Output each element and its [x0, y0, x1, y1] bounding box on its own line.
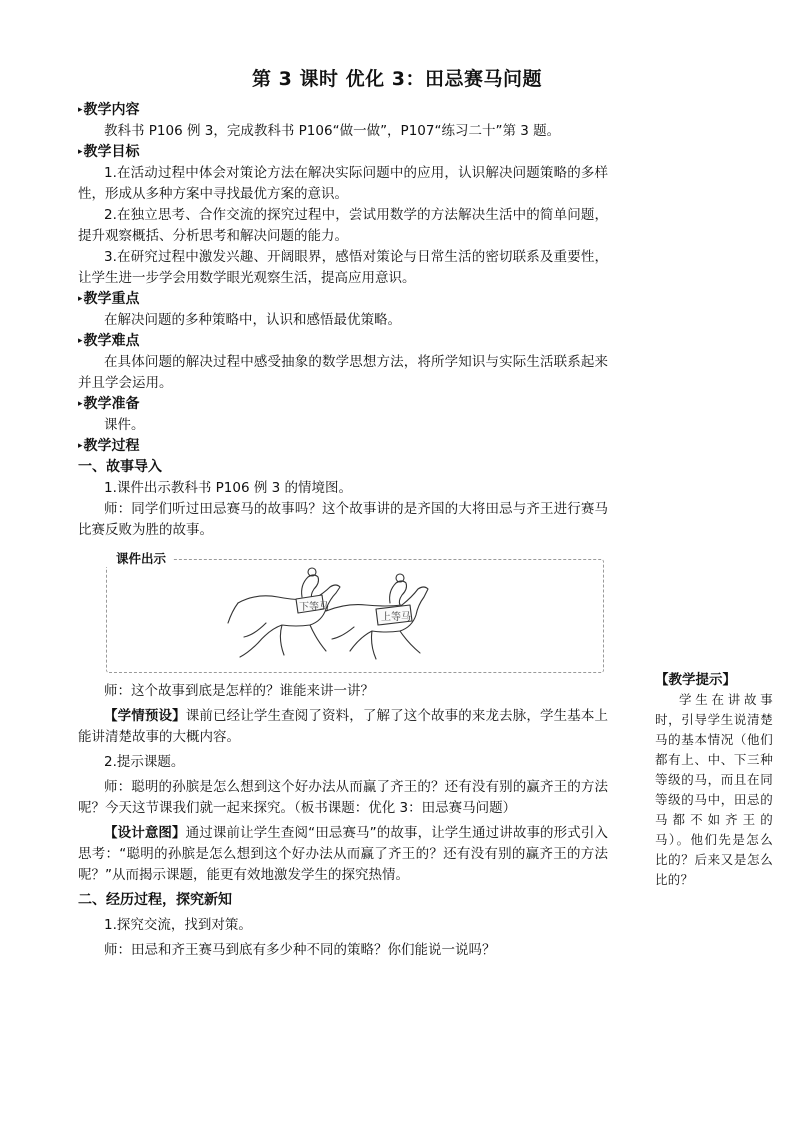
preset-label: 【学情预设】: [104, 708, 186, 724]
horse-race-illustration: [226, 565, 446, 665]
key-text: 在解决问题的多种策略中，认识和感悟最优策略。: [104, 312, 401, 328]
preset-text: 课前已经让学生查阅了资料，了解了这个故事的来龙去脉，学生基本上能讲清楚故事的大概内容。: [78, 708, 608, 745]
courseware-callout: [106, 551, 604, 671]
section-marker-icon: ▸: [78, 441, 83, 451]
section-marker-icon: ▸: [78, 105, 83, 115]
section-marker-icon: ▸: [78, 399, 83, 409]
part2-teacher1: 师：田忌和齐王赛马到底有多少种不同的策略？你们能说一说吗？: [104, 942, 496, 958]
section-heading-process: ▸教学过程: [78, 438, 140, 454]
part1-teacher3: 师：聪明的孙膑是怎么想到这个好办法从而赢了齐王的？还有没有别的赢齐王的方法呢？今天这节课我们就一起来探究。（板书课题：优化 3：田忌赛马问题）: [78, 779, 608, 816]
horse-label-lower: 下等马: [299, 602, 329, 613]
intent-paragraph: [78, 823, 608, 886]
goal-item: 3.在研究过程中激发兴趣、开阔眼界，感悟对策论与日常生活的密切联系及重要性，让学生进一步学会用数学眼光观察生活，提高应用意识。: [78, 249, 608, 286]
part1-teacher2: 师：这个故事到底是怎样的？谁能来讲一讲？: [104, 683, 374, 699]
goal-item: 1.在活动过程中体会对策论方法在解决实际问题中的应用，认识解决问题策略的多样性，形成从多种方案中寻找最优方案的意识。: [78, 165, 608, 202]
part1-step1: 1.课件出示教科书 P106 例 3 的情境图。: [104, 480, 353, 496]
section-heading-key: ▸教学重点: [78, 291, 140, 307]
content-text: 教科书 P106 例 3，完成教科书 P106“做一做”，P107“练习二十”第 3 题。: [104, 123, 561, 139]
section-heading-goals: ▸教学目标: [78, 144, 140, 160]
goal-item: 2.在独立思考、合作交流的探究过程中，尝试用数学的方法解决生活中的简单问题，提升观察概括、分析思考和解决问题的能力。: [78, 207, 608, 244]
part1-teacher1: 师：同学们听过田忌赛马的故事吗？这个故事讲的是齐国的大将田忌与齐王进行赛马比赛反败为胜的故事。: [78, 501, 608, 538]
callout-label: 课件出示: [102, 551, 172, 567]
part1-step2: 2.提示课题。: [104, 754, 185, 770]
section-marker-icon: ▸: [78, 147, 83, 157]
sidebar-text: 学生在讲故事时，引导学生说清楚马的基本情况（他们都有上、中、下三种等级的马，而且在同等级的马中，田忌的马都不如齐王的马）。他们先是怎么比的？后来又是怎么比的？: [655, 692, 773, 887]
teaching-tip-sidebar: [655, 670, 773, 890]
main-column: [78, 100, 608, 961]
sidebar-title: 【教学提示】: [655, 672, 736, 688]
prep-text: 课件。: [104, 417, 145, 433]
section-heading-difficult: ▸教学难点: [78, 333, 140, 349]
intent-text: 通过课前让学生查阅“田忌赛马”的故事，让学生通过讲故事的形式引入思考：“聪明的孙膑是怎么想到这个好办法从而赢了齐王的？还有没有别的赢齐王的方法呢？”从而揭示课题，能更有效地激发学生的探究热情。: [78, 825, 608, 883]
section-heading-content: ▸教学内容: [78, 102, 140, 118]
difficult-text: 在具体问题的解决过程中感受抽象的数学思想方法，将所学知识与实际生活联系起来并且学会运用。: [78, 354, 608, 391]
section-heading-prep: ▸教学准备: [78, 396, 140, 412]
part2-step1: 1.探究交流，找到对策。: [104, 917, 252, 933]
section-marker-icon: ▸: [78, 294, 83, 304]
preset-paragraph: [78, 706, 608, 748]
part2-heading: 二、经历过程，探究新知: [78, 892, 232, 908]
lesson-title: 第 3 课时 优化 3：田忌赛马问题: [252, 68, 542, 90]
horse-label-upper: 上等马: [381, 612, 411, 623]
part1-heading: 一、故事导入: [78, 459, 162, 475]
section-marker-icon: ▸: [78, 336, 83, 346]
intent-label: 【设计意图】: [104, 825, 186, 841]
